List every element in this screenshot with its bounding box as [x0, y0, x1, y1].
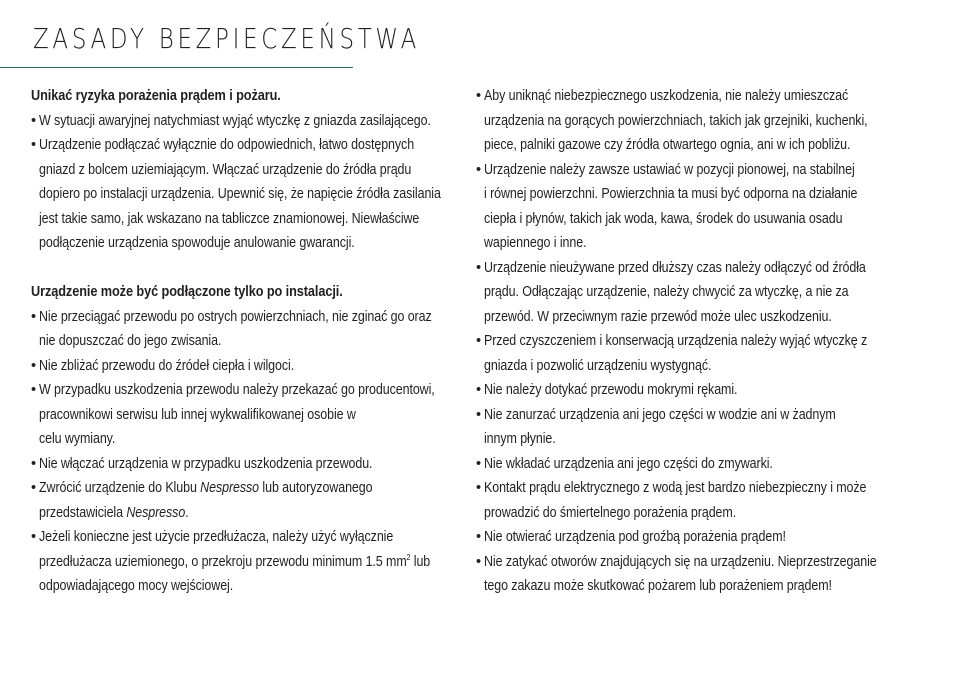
item-line: Nie wkładać urządzenia ani jego części do zmywarki. — [484, 455, 773, 472]
item-line: wapiennego i inne. — [484, 235, 587, 251]
item-line: Urządzenie nieużywane przed dłuższy czas należy odłączyć od źródła — [484, 259, 866, 276]
list-item-extension-cord — [31, 525, 471, 599]
item-line: Jeżeli konieczne jest użycie przedłużacza, należy użyć wyłącznie — [39, 529, 394, 545]
item-line: nie dopuszczać do jego zwisania. — [39, 333, 222, 349]
item-line: pracownikowi serwisu lub innej wykwalifikowanej osobie w — [39, 406, 356, 423]
item-line: ciepła i płynów, takich jak woda, kawa, środek do usuwania osadu — [484, 210, 843, 227]
section-heading-text: Unikać ryzyka porażenia prądem i pożaru. — [31, 88, 281, 104]
item-line: jest takie samo, jak wskazano na tabliczce znamionowej. Niewłaściwe — [39, 210, 420, 227]
list-item — [31, 305, 471, 354]
item-line: Urządzenie podłączać wyłącznie do odpowiednich, łatwo dostępnych — [39, 137, 415, 153]
item-line: prowadzić do śmiertelnego porażenia prądem. — [484, 504, 737, 521]
section-heading-text: Urządzenie może być podłączone tylko po instalacji. — [31, 284, 343, 300]
item-line: gniazd z bolcem uziemiającym. Włączać urządzenie do źródła prądu — [39, 161, 412, 178]
item-text: lub — [410, 553, 431, 570]
list-item-nespresso — [31, 476, 471, 525]
item-line: W sytuacji awaryjnej natychmiast wyjąć wtyczkę z gniazda zasilającego. — [39, 112, 431, 129]
list-item — [476, 525, 896, 550]
item-line: celu wymiany. — [39, 431, 116, 447]
list-item — [476, 329, 896, 378]
page-title: ZASADY BEZPIECZEŃSTWA — [33, 22, 420, 55]
item-line: podłączenie urządzenia spowoduje anulowanie gwarancji. — [39, 235, 355, 251]
brand-name: Nespresso — [126, 504, 186, 521]
list-item — [476, 84, 896, 158]
bullet-list — [31, 305, 471, 599]
list-item — [31, 354, 471, 379]
item-line: Nie otwierać urządzenia pod groźbą porażenia prądem! — [484, 529, 786, 545]
list-item — [31, 452, 471, 477]
list-item — [476, 378, 896, 403]
item-line: urządzenia na gorących powierzchniach, takich jak grzejniki, kuchenki, — [484, 112, 868, 129]
item-line: piece, palniki gazowe czy źródła otwartego ognia, ani w ich pobliżu. — [484, 137, 851, 153]
brand-name: Nespresso — [200, 480, 260, 496]
item-line: Aby uniknąć niebezpiecznego uszkodzenia, nie należy umieszczać — [484, 88, 849, 104]
item-line: i równej powierzchni. Powierzchnia ta musi być odporna na działanie — [484, 186, 858, 202]
section-heading — [31, 84, 471, 109]
item-line: przewód. W przeciwnym razie przewód może ulec uszkodzeniu. — [484, 308, 832, 325]
item-line: Urządzenie należy zawsze ustawiać w pozycji pionowej, na stabilnej — [484, 161, 855, 178]
list-item — [31, 109, 471, 134]
item-line: Nie zbliżać przewodu do źródeł ciepła i wilgoci. — [39, 357, 295, 374]
section-electric-shock — [31, 84, 471, 256]
item-line: Nie zatykać otworów znajdujących się na urządzeniu. Nieprzestrzeganie — [484, 553, 877, 570]
list-item — [476, 550, 896, 599]
item-line: prądu. Odłączając urządzenie, należy chwycić za wtyczkę, a nie za — [484, 284, 849, 300]
item-line — [39, 550, 430, 575]
title-divider — [0, 67, 353, 68]
right-column — [476, 84, 896, 599]
item-text: . — [185, 504, 189, 521]
superscript: 2 — [406, 552, 411, 562]
item-text: przedstawiciela — [39, 504, 127, 521]
item-line: Nie przeciągać przewodu po ostrych powierzchniach, nie zginać go oraz — [39, 308, 432, 325]
item-text: lub autoryzowanego — [259, 480, 373, 496]
item-line: gniazda i pozwolić urządzeniu wystygnąć. — [484, 357, 712, 374]
item-line: Nie zanurzać urządzenia ani jego części w wodzie ani w żadnym — [484, 406, 836, 423]
list-item — [31, 378, 471, 452]
item-line: Nie włączać urządzenia w przypadku uszkodzenia przewodu. — [39, 455, 373, 472]
section-heading — [31, 280, 471, 305]
item-line: dopiero po instalacji urządzenia. Upewnić się, że napięcie źródła zasilania — [39, 186, 441, 202]
item-line: tego zakazu może skutkować pożarem lub porażeniem prądem! — [484, 578, 832, 594]
list-item — [476, 256, 896, 330]
bullet-list — [31, 109, 471, 256]
bullet-list — [476, 84, 896, 599]
item-line: Przed czyszczeniem i konserwacją urządzenia należy wyjąć wtyczkę z — [484, 333, 868, 349]
list-item — [476, 403, 896, 452]
list-item — [476, 452, 896, 477]
item-line: innym płynie. — [484, 431, 556, 447]
item-line — [39, 476, 372, 501]
item-line — [39, 501, 189, 526]
list-item — [476, 158, 896, 256]
left-column — [31, 84, 471, 599]
item-line: W przypadku uszkodzenia przewodu należy przekazać go producentowi, — [39, 382, 435, 398]
item-line: odpowiadającego mocy wejściowej. — [39, 578, 234, 594]
item-line: Kontakt prądu elektrycznego z wodą jest bardzo niebezpieczny i może — [484, 480, 867, 496]
item-line: Nie należy dotykać przewodu mokrymi rękami. — [484, 382, 738, 398]
list-item — [31, 133, 471, 256]
item-text: przedłużacza uziemionego, o przekroju przewodu minimum 1.5 mm — [39, 553, 407, 570]
list-item — [476, 476, 896, 525]
section-installation — [31, 280, 471, 599]
item-text: Zwrócić urządzenie do Klubu — [39, 480, 201, 496]
